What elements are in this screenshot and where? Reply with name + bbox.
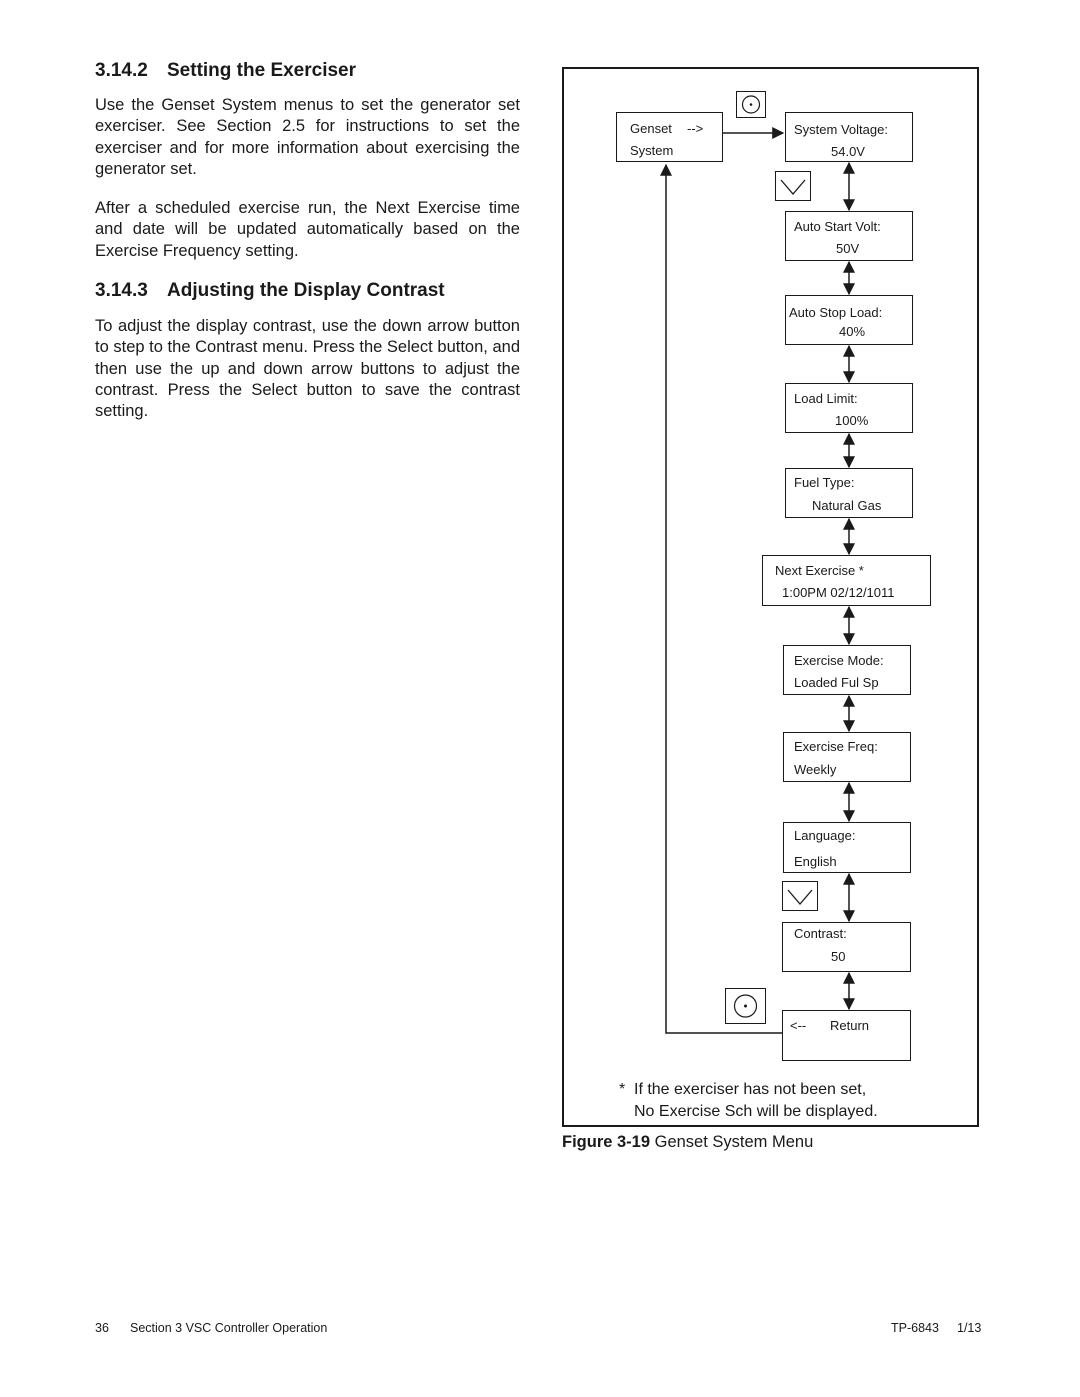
menu-box-auto-stop-load: Auto Stop Load: 40% <box>785 295 913 345</box>
menu-box-exercise-mode: Exercise Mode: Loaded Ful Sp <box>783 645 911 695</box>
paragraph: Use the Genset System menus to set the generator set exerciser. See Section 2.5 for instructions to set the exerciser and for more information about exercising the generator set. <box>95 96 520 178</box>
footnote-line: No Exercise Sch will be displayed. <box>634 1103 878 1120</box>
footer-section: Section 3 VSC Controller Operation <box>130 1321 328 1335</box>
menu-box-return: <-- Return <box>782 1010 911 1061</box>
menu-box-next-exercise: Next Exercise * 1:00PM 02/12/1011 <box>762 555 931 606</box>
footer-doc-id: TP-6843 <box>891 1321 939 1335</box>
menu-box-exercise-freq: Exercise Freq: Weekly <box>783 732 911 782</box>
figure-caption: Figure 3-19 Genset System Menu <box>562 1133 814 1151</box>
footer-date: 1/13 <box>957 1321 982 1335</box>
menu-box-load-limit: Load Limit: 100% <box>785 383 913 433</box>
select-button-icon <box>725 988 766 1024</box>
page-number: 36 <box>95 1321 109 1335</box>
menu-box-fuel-type: Fuel Type: Natural Gas <box>785 468 913 518</box>
menu-box-system-voltage: System Voltage: 54.0V <box>785 112 913 162</box>
section-heading-exerciser: 3.14.2 Setting the Exerciser <box>95 60 357 81</box>
footnote-line: If the exerciser has not been set, <box>634 1081 867 1098</box>
down-arrow-button-icon <box>775 171 811 201</box>
footnote-marker: * <box>619 1081 626 1098</box>
down-arrow-button-icon <box>782 881 818 911</box>
genset-system-menu-figure <box>562 67 979 1127</box>
menu-box-contrast: Contrast: 50 <box>782 922 911 972</box>
paragraph: After a scheduled exercise run, the Next Exercise time and date will be updated automatically based on the Exercise Frequency setting. <box>95 199 520 260</box>
select-button-icon <box>736 91 766 118</box>
paragraph: To adjust the display contrast, use the down arrow button to step to the Contrast menu. Press the Select button, and then use the up and down arrow buttons to adjust the contrast. Press the Select button to save the contrast setting. <box>95 317 520 421</box>
menu-box-genset-system: Genset --> System <box>616 112 723 162</box>
section-heading-contrast: 3.14.3 Adjusting the Display Contrast <box>95 280 445 301</box>
menu-box-auto-start-volt: Auto Start Volt: 50V <box>785 211 913 261</box>
menu-box-language: Language: English <box>783 822 911 873</box>
